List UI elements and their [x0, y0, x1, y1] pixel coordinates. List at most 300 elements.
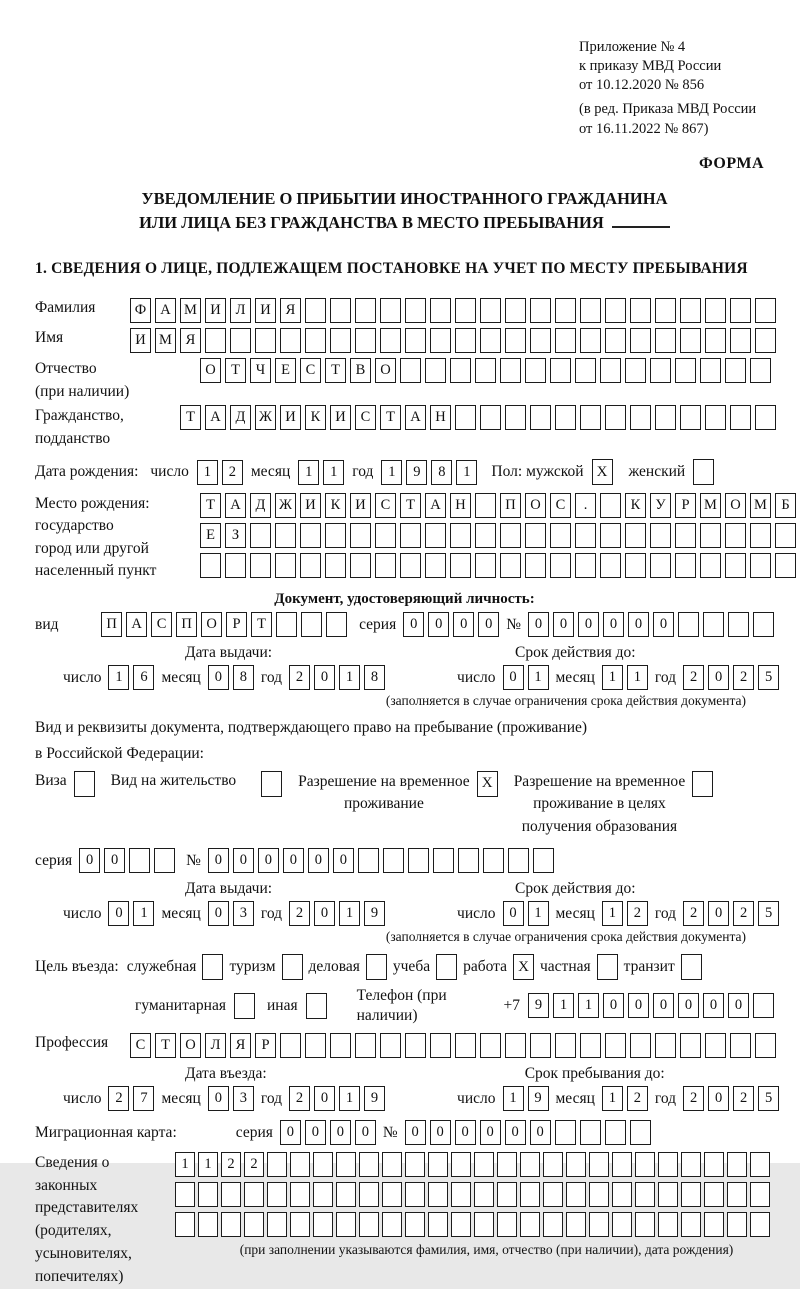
char-box[interactable]	[600, 523, 621, 548]
char-box[interactable]	[600, 358, 621, 383]
char-box[interactable]: П	[500, 493, 521, 518]
char-box[interactable]: 9	[364, 901, 385, 926]
char-box[interactable]	[555, 298, 576, 323]
char-box[interactable]	[630, 1120, 651, 1145]
char-box[interactable]: Е	[275, 358, 296, 383]
char-box[interactable]: К	[305, 405, 326, 430]
permit-issue-year-input[interactable]	[289, 901, 385, 926]
entry-day-input[interactable]	[108, 1086, 154, 1111]
char-box[interactable]	[750, 358, 771, 383]
char-box[interactable]	[355, 1033, 376, 1058]
char-box[interactable]: 0	[678, 993, 699, 1018]
char-box[interactable]: 0	[430, 1120, 451, 1145]
char-box[interactable]	[630, 405, 651, 430]
char-box[interactable]: 0	[305, 1120, 326, 1145]
checkbox-purpose-private[interactable]	[597, 954, 618, 980]
char-box[interactable]	[255, 328, 276, 353]
char-box[interactable]	[612, 1212, 632, 1237]
char-box[interactable]	[336, 1212, 356, 1237]
char-box[interactable]	[566, 1152, 586, 1177]
char-box[interactable]: 5	[758, 1086, 779, 1111]
char-box[interactable]: 0	[208, 901, 229, 926]
char-box[interactable]: 1	[553, 993, 574, 1018]
char-box[interactable]: 7	[133, 1086, 154, 1111]
char-box[interactable]	[450, 553, 471, 578]
char-box[interactable]	[566, 1212, 586, 1237]
char-box[interactable]	[566, 1182, 586, 1207]
checkbox-purpose-tourism[interactable]	[282, 954, 303, 980]
char-box[interactable]: 8	[364, 665, 385, 690]
char-box[interactable]	[290, 1152, 310, 1177]
char-box[interactable]	[276, 612, 297, 637]
char-box[interactable]: 0	[478, 612, 499, 637]
char-box[interactable]	[375, 523, 396, 548]
char-box[interactable]	[300, 523, 321, 548]
char-box[interactable]: С	[375, 493, 396, 518]
char-box[interactable]: Т	[180, 405, 201, 430]
char-box[interactable]: 0	[355, 1120, 376, 1145]
char-box[interactable]: 1	[197, 460, 218, 485]
char-box[interactable]: О	[180, 1033, 201, 1058]
checkbox-temp-permit[interactable]: X	[477, 771, 498, 797]
char-box[interactable]	[474, 1182, 494, 1207]
char-box[interactable]: Ч	[250, 358, 271, 383]
char-box[interactable]	[198, 1182, 218, 1207]
char-box[interactable]: 1	[456, 460, 477, 485]
char-box[interactable]: 2	[733, 665, 754, 690]
char-box[interactable]	[483, 848, 504, 873]
char-box[interactable]: 5	[758, 901, 779, 926]
char-box[interactable]: 2	[244, 1152, 264, 1177]
patronymic-input[interactable]	[200, 358, 771, 383]
char-box[interactable]	[330, 298, 351, 323]
char-box[interactable]	[533, 848, 554, 873]
char-box[interactable]	[658, 1212, 678, 1237]
char-box[interactable]: 2	[108, 1086, 129, 1111]
char-box[interactable]	[400, 523, 421, 548]
char-box[interactable]	[451, 1212, 471, 1237]
char-box[interactable]	[230, 328, 251, 353]
char-box[interactable]	[380, 1033, 401, 1058]
char-box[interactable]	[580, 328, 601, 353]
char-box[interactable]: З	[225, 523, 246, 548]
char-box[interactable]	[580, 1120, 601, 1145]
char-box[interactable]	[658, 1182, 678, 1207]
char-box[interactable]	[730, 1033, 751, 1058]
char-box[interactable]	[480, 1033, 501, 1058]
char-box[interactable]	[550, 358, 571, 383]
char-box[interactable]: 8	[431, 460, 452, 485]
char-box[interactable]: 0	[330, 1120, 351, 1145]
checkbox-purpose-business[interactable]	[366, 954, 387, 980]
char-box[interactable]: 6	[133, 665, 154, 690]
char-box[interactable]	[680, 405, 701, 430]
char-box[interactable]	[550, 553, 571, 578]
char-box[interactable]	[244, 1212, 264, 1237]
char-box[interactable]	[480, 298, 501, 323]
char-box[interactable]: 0	[314, 665, 335, 690]
checkbox-purpose-work[interactable]: X	[513, 954, 534, 980]
char-box[interactable]: Н	[450, 493, 471, 518]
char-box[interactable]	[350, 553, 371, 578]
char-box[interactable]: Е	[200, 523, 221, 548]
char-box[interactable]: Т	[400, 493, 421, 518]
char-box[interactable]: Б	[775, 493, 796, 518]
char-box[interactable]	[730, 298, 751, 323]
char-box[interactable]: 0	[314, 1086, 335, 1111]
char-box[interactable]	[244, 1182, 264, 1207]
char-box[interactable]	[475, 523, 496, 548]
char-box[interactable]	[555, 1033, 576, 1058]
char-box[interactable]	[405, 298, 426, 323]
char-box[interactable]	[543, 1212, 563, 1237]
char-box[interactable]	[330, 328, 351, 353]
char-box[interactable]	[305, 1033, 326, 1058]
char-box[interactable]: Т	[155, 1033, 176, 1058]
char-box[interactable]	[678, 612, 699, 637]
char-box[interactable]	[625, 358, 646, 383]
char-box[interactable]	[700, 523, 721, 548]
char-box[interactable]	[750, 1152, 770, 1177]
char-box[interactable]	[500, 358, 521, 383]
char-box[interactable]	[455, 298, 476, 323]
char-box[interactable]: М	[155, 328, 176, 353]
birth-place-row1[interactable]	[200, 493, 796, 518]
char-box[interactable]	[727, 1182, 747, 1207]
char-box[interactable]	[474, 1212, 494, 1237]
char-box[interactable]: 0	[553, 612, 574, 637]
char-box[interactable]	[750, 1182, 770, 1207]
char-box[interactable]: 0	[308, 848, 329, 873]
char-box[interactable]	[650, 553, 671, 578]
entry-year-input[interactable]	[289, 1086, 385, 1111]
stay-day-input[interactable]	[503, 1086, 549, 1111]
char-box[interactable]: 0	[530, 1120, 551, 1145]
char-box[interactable]	[705, 1033, 726, 1058]
char-box[interactable]	[612, 1182, 632, 1207]
char-box[interactable]: И	[205, 298, 226, 323]
char-box[interactable]: 2	[627, 901, 648, 926]
char-box[interactable]: 1	[339, 665, 360, 690]
birth-place-row2[interactable]	[200, 523, 796, 548]
doc-type-input[interactable]	[101, 612, 347, 637]
checkbox-female[interactable]	[693, 459, 714, 485]
char-box[interactable]: 1	[602, 901, 623, 926]
char-box[interactable]	[505, 328, 526, 353]
char-box[interactable]	[430, 1033, 451, 1058]
char-box[interactable]: 1	[133, 901, 154, 926]
char-box[interactable]	[428, 1182, 448, 1207]
char-box[interactable]: 2	[289, 665, 310, 690]
char-box[interactable]: Р	[226, 612, 247, 637]
char-box[interactable]: 1	[528, 901, 549, 926]
char-box[interactable]	[704, 1152, 724, 1177]
char-box[interactable]	[655, 328, 676, 353]
birth-month-input[interactable]	[298, 460, 344, 485]
char-box[interactable]	[313, 1152, 333, 1177]
char-box[interactable]: 0	[703, 993, 724, 1018]
char-box[interactable]: 0	[453, 612, 474, 637]
char-box[interactable]: А	[126, 612, 147, 637]
char-box[interactable]	[753, 993, 774, 1018]
char-box[interactable]: О	[375, 358, 396, 383]
char-box[interactable]: 0	[333, 848, 354, 873]
char-box[interactable]	[520, 1152, 540, 1177]
char-box[interactable]	[358, 848, 379, 873]
permit-valid-day-input[interactable]	[503, 901, 549, 926]
char-box[interactable]: Я	[180, 328, 201, 353]
char-box[interactable]: 0	[108, 901, 129, 926]
char-box[interactable]	[313, 1182, 333, 1207]
char-box[interactable]	[635, 1182, 655, 1207]
char-box[interactable]	[455, 328, 476, 353]
surname-input[interactable]	[130, 298, 776, 323]
checkbox-purpose-other[interactable]	[306, 993, 327, 1019]
char-box[interactable]	[750, 553, 771, 578]
doc-series-input[interactable]	[403, 612, 499, 637]
char-box[interactable]: Т	[200, 493, 221, 518]
char-box[interactable]	[650, 523, 671, 548]
char-box[interactable]: 1	[602, 665, 623, 690]
char-box[interactable]	[525, 523, 546, 548]
char-box[interactable]: Ф	[130, 298, 151, 323]
char-box[interactable]	[198, 1212, 218, 1237]
char-box[interactable]: 0	[728, 993, 749, 1018]
char-box[interactable]	[205, 328, 226, 353]
char-box[interactable]: 9	[406, 460, 427, 485]
char-box[interactable]	[425, 523, 446, 548]
char-box[interactable]	[555, 328, 576, 353]
char-box[interactable]	[655, 1033, 676, 1058]
char-box[interactable]	[755, 328, 776, 353]
char-box[interactable]: И	[130, 328, 151, 353]
char-box[interactable]	[658, 1152, 678, 1177]
char-box[interactable]: 0	[628, 612, 649, 637]
char-box[interactable]	[267, 1152, 287, 1177]
char-box[interactable]	[325, 553, 346, 578]
char-box[interactable]	[480, 405, 501, 430]
char-box[interactable]	[753, 612, 774, 637]
char-box[interactable]: И	[330, 405, 351, 430]
char-box[interactable]	[680, 1033, 701, 1058]
char-box[interactable]: 1	[602, 1086, 623, 1111]
doc-issue-year-input[interactable]	[289, 665, 385, 690]
char-box[interactable]	[655, 298, 676, 323]
char-box[interactable]	[625, 553, 646, 578]
char-box[interactable]	[400, 553, 421, 578]
char-box[interactable]	[380, 298, 401, 323]
char-box[interactable]: 0	[708, 1086, 729, 1111]
char-box[interactable]: 5	[758, 665, 779, 690]
char-box[interactable]: 0	[208, 665, 229, 690]
char-box[interactable]	[450, 358, 471, 383]
char-box[interactable]	[500, 523, 521, 548]
char-box[interactable]: О	[201, 612, 222, 637]
doc-valid-day-input[interactable]	[503, 665, 549, 690]
char-box[interactable]: В	[350, 358, 371, 383]
char-box[interactable]	[475, 358, 496, 383]
char-box[interactable]: 0	[503, 665, 524, 690]
char-box[interactable]	[635, 1152, 655, 1177]
citizenship-input[interactable]	[180, 405, 776, 430]
char-box[interactable]	[575, 553, 596, 578]
char-box[interactable]	[221, 1212, 241, 1237]
phone-input[interactable]	[528, 993, 774, 1018]
char-box[interactable]	[589, 1182, 609, 1207]
char-box[interactable]	[382, 1212, 402, 1237]
char-box[interactable]	[703, 612, 724, 637]
permit-valid-month-input[interactable]	[602, 901, 648, 926]
char-box[interactable]	[405, 328, 426, 353]
char-box[interactable]: 0	[653, 993, 674, 1018]
char-box[interactable]: М	[700, 493, 721, 518]
char-box[interactable]	[630, 298, 651, 323]
char-box[interactable]	[305, 328, 326, 353]
char-box[interactable]: П	[101, 612, 122, 637]
char-box[interactable]	[305, 298, 326, 323]
char-box[interactable]: А	[205, 405, 226, 430]
char-box[interactable]: 0	[428, 612, 449, 637]
char-box[interactable]	[275, 523, 296, 548]
entry-month-input[interactable]	[208, 1086, 254, 1111]
char-box[interactable]: И	[255, 298, 276, 323]
char-box[interactable]: 0	[283, 848, 304, 873]
char-box[interactable]	[580, 298, 601, 323]
char-box[interactable]	[705, 298, 726, 323]
char-box[interactable]	[727, 1152, 747, 1177]
char-box[interactable]: 3	[233, 1086, 254, 1111]
char-box[interactable]: С	[151, 612, 172, 637]
char-box[interactable]	[700, 553, 721, 578]
char-box[interactable]	[290, 1212, 310, 1237]
char-box[interactable]	[530, 328, 551, 353]
char-box[interactable]	[290, 1182, 310, 1207]
char-box[interactable]: Т	[225, 358, 246, 383]
char-box[interactable]	[355, 328, 376, 353]
char-box[interactable]	[680, 328, 701, 353]
char-box[interactable]	[605, 405, 626, 430]
char-box[interactable]	[433, 848, 454, 873]
char-box[interactable]: С	[355, 405, 376, 430]
char-box[interactable]	[705, 405, 726, 430]
char-box[interactable]: О	[725, 493, 746, 518]
char-box[interactable]: 2	[683, 901, 704, 926]
char-box[interactable]	[475, 553, 496, 578]
char-box[interactable]: 1	[339, 1086, 360, 1111]
doc-issue-day-input[interactable]	[108, 665, 154, 690]
char-box[interactable]	[589, 1152, 609, 1177]
char-box[interactable]	[405, 1212, 425, 1237]
char-box[interactable]	[325, 523, 346, 548]
char-box[interactable]	[474, 1152, 494, 1177]
char-box[interactable]: 1	[381, 460, 402, 485]
char-box[interactable]: О	[525, 493, 546, 518]
char-box[interactable]	[175, 1182, 195, 1207]
checkbox-male[interactable]: X	[592, 459, 613, 485]
char-box[interactable]: 1	[323, 460, 344, 485]
char-box[interactable]	[530, 405, 551, 430]
char-box[interactable]	[267, 1182, 287, 1207]
char-box[interactable]	[505, 298, 526, 323]
char-box[interactable]: П	[176, 612, 197, 637]
char-box[interactable]	[425, 358, 446, 383]
char-box[interactable]: И	[300, 493, 321, 518]
char-box[interactable]: 0	[708, 901, 729, 926]
char-box[interactable]	[350, 523, 371, 548]
char-box[interactable]: 9	[364, 1086, 385, 1111]
char-box[interactable]: Я	[280, 298, 301, 323]
char-box[interactable]	[408, 848, 429, 873]
char-box[interactable]	[589, 1212, 609, 1237]
char-box[interactable]: 2	[683, 665, 704, 690]
char-box[interactable]: С	[300, 358, 321, 383]
char-box[interactable]	[430, 328, 451, 353]
char-box[interactable]	[359, 1212, 379, 1237]
char-box[interactable]	[175, 1212, 195, 1237]
char-box[interactable]: 0	[480, 1120, 501, 1145]
char-box[interactable]	[428, 1152, 448, 1177]
char-box[interactable]	[530, 298, 551, 323]
char-box[interactable]	[313, 1212, 333, 1237]
char-box[interactable]	[425, 553, 446, 578]
char-box[interactable]	[300, 553, 321, 578]
char-box[interactable]	[650, 358, 671, 383]
char-box[interactable]: 2	[289, 1086, 310, 1111]
char-box[interactable]	[497, 1212, 517, 1237]
char-box[interactable]: Т	[251, 612, 272, 637]
char-box[interactable]	[430, 298, 451, 323]
checkbox-purpose-study[interactable]	[436, 954, 457, 980]
char-box[interactable]	[480, 328, 501, 353]
char-box[interactable]	[129, 848, 150, 873]
char-box[interactable]	[681, 1212, 701, 1237]
char-box[interactable]: С	[550, 493, 571, 518]
char-box[interactable]: Ж	[255, 405, 276, 430]
char-box[interactable]: Т	[380, 405, 401, 430]
char-box[interactable]: Д	[250, 493, 271, 518]
char-box[interactable]: 1	[503, 1086, 524, 1111]
char-box[interactable]: 0	[455, 1120, 476, 1145]
char-box[interactable]	[580, 1033, 601, 1058]
char-box[interactable]	[520, 1182, 540, 1207]
char-box[interactable]: А	[225, 493, 246, 518]
char-box[interactable]	[530, 1033, 551, 1058]
char-box[interactable]	[600, 493, 621, 518]
char-box[interactable]	[280, 328, 301, 353]
birth-day-input[interactable]	[197, 460, 243, 485]
char-box[interactable]	[605, 1033, 626, 1058]
char-box[interactable]: Д	[230, 405, 251, 430]
char-box[interactable]: 0	[405, 1120, 426, 1145]
char-box[interactable]: С	[130, 1033, 151, 1058]
char-box[interactable]: 1	[578, 993, 599, 1018]
char-box[interactable]: Ж	[275, 493, 296, 518]
char-box[interactable]	[704, 1182, 724, 1207]
char-box[interactable]	[575, 523, 596, 548]
char-box[interactable]: 2	[733, 901, 754, 926]
char-box[interactable]	[625, 523, 646, 548]
char-box[interactable]	[428, 1212, 448, 1237]
char-box[interactable]	[267, 1212, 287, 1237]
char-box[interactable]	[630, 328, 651, 353]
char-box[interactable]	[455, 405, 476, 430]
char-box[interactable]: 3	[233, 901, 254, 926]
char-box[interactable]: Р	[675, 493, 696, 518]
doc-valid-month-input[interactable]	[602, 665, 648, 690]
char-box[interactable]: М	[750, 493, 771, 518]
char-box[interactable]	[730, 405, 751, 430]
char-box[interactable]: А	[405, 405, 426, 430]
